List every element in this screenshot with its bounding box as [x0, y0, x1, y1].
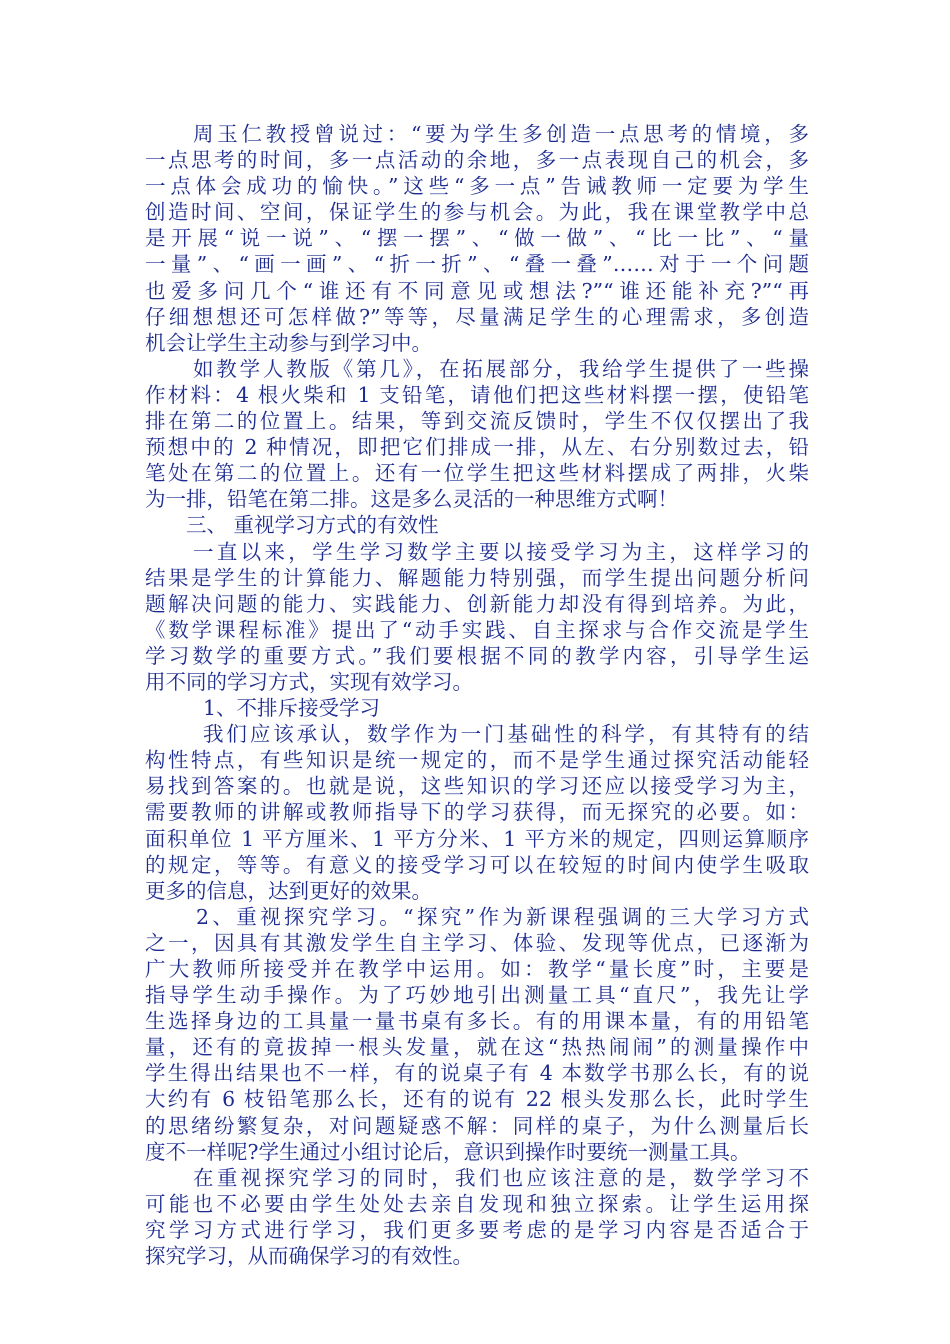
text-line: 构性特点，有些知识是统一规定的，而不是学生通过探究活动能轻 — [145, 748, 809, 773]
text-line: 一点体会成功的愉快。”这些“多一点”告诫教师一定要为学生 — [145, 174, 809, 199]
text-line: 我们应该承认，数学作为一门基础性的科学，有其特有的结 — [203, 722, 809, 747]
text-line: 机会让学生主动参与到学习中。 — [145, 330, 432, 355]
text-line: 易找到答案的。也就是说，这些知识的学习还应以接受学习为主， — [145, 774, 809, 799]
text-line: 题解决问题的能力、实践能力、创新能力却没有得到培养。为此， — [145, 591, 809, 616]
text-line: 《数学课程标准》提出了“动手实践、自主探求与合作交流是学生 — [145, 617, 809, 642]
text-line: 一直以来，学生学习数学主要以接受学习为主，这样学习的 — [193, 539, 809, 564]
text-line: 在重视探究学习的同时，我们也应该注意的是，数学学习不 — [193, 1165, 809, 1190]
paragraph — [145, 721, 809, 904]
text-line: 一量”、“画一画”、“折一折”、“叠一叠”……对于一个问题 — [145, 252, 809, 277]
text-line: 创造时间、空间，保证学生的参与机会。为此，我在课堂教学中总 — [145, 200, 809, 225]
text-line: 如教学人教版《第几》，在拓展部分，我给学生提供了一些操 — [193, 356, 809, 381]
document-body — [145, 121, 809, 1269]
text-line: 2、重视探究学习。“探究”作为新课程强调的三大学习方式 — [196, 904, 809, 929]
paragraph — [145, 512, 809, 538]
text-line: 的思绪纷繁复杂，对问题疑惑不解：同样的桌子，为什么测量后长 — [145, 1113, 809, 1138]
text-line: 究学习方式进行学习，我们更多要考虑的是学习内容是否适合于 — [145, 1217, 809, 1242]
text-line: 用不同的学习方式，实现有效学习。 — [145, 669, 473, 694]
text-line: 一点思考的时间，多一点活动的余地，多一点表现自己的机会，多 — [145, 148, 809, 173]
text-line: 是开展“说一说”、“摆一摆”、“做一做”、“比一比”、“量 — [145, 226, 809, 251]
text-line: 需要教师的讲解或教师指导下的学习获得，而无探究的必要。如： — [145, 800, 809, 825]
text-line: 度不一样呢?学生通过小组讨论后，意识到操作时要统一测量工具。 — [145, 1139, 751, 1164]
paragraph — [145, 1165, 809, 1269]
text-line: 周玉仁教授曾说过：“要为学生多创造一点思考的情境，多 — [193, 122, 809, 146]
text-line: 指导学生动手操作。为了巧妙地引出测量工具“直尺”，我先让学 — [145, 983, 809, 1008]
text-line: 为一排，铅笔在第二排。这是多么灵活的一种思维方式啊！ — [145, 487, 678, 512]
text-line: 面积单位 1 平方厘米、1 平方分米、1 平方米的规定，四则运算顺序 — [145, 826, 809, 851]
paragraph — [145, 539, 809, 696]
text-line: 也爱多问几个“谁还有不同意见或想法?”“谁还能补充?”“再 — [145, 278, 809, 303]
text-line: 仔细想想还可怎样做?”等等，尽量满足学生的心理需求，多创造 — [145, 304, 809, 329]
text-line: 可能也不必要由学生处处去亲自发现和独立探索。让学生运用探 — [145, 1191, 809, 1216]
text-line: 预想中的 2 种情况，即把它们排成一排，从左、右分别数过去，铅 — [145, 435, 809, 460]
paragraph — [145, 695, 809, 721]
text-line: 生选择身边的工具量一量书桌有多长。有的用课本量，有的用铅笔 — [145, 1009, 809, 1034]
text-line: 大约有 6 枝铅笔那么长，还有的说有 22 根头发那么长，此时学生 — [145, 1087, 809, 1112]
text-line: 结果是学生的计算能力、解题能力特别强，而学生提出问题分析问 — [145, 565, 809, 590]
paragraph — [145, 356, 809, 513]
text-line: 的规定，等等。有意义的接受学习可以在较短的时间内使学生吸取 — [145, 852, 809, 877]
text-line: 之一，因具有其激发学生自主学习、体验、发现等优点，已逐渐为 — [145, 930, 809, 955]
paragraph — [145, 121, 809, 356]
text-line: 作材料：4 根火柴和 1 支铅笔，请他们把这些材料摆一摆，使铅笔 — [145, 382, 809, 407]
text-line: 广大教师所接受并在教学中运用。如：教学“量长度”时，主要是 — [145, 957, 809, 981]
text-line: 笔处在第二的位置上。还有一位学生把这些材料摆成了两排，火柴 — [145, 461, 809, 486]
text-line: 排在第二的位置上。结果，等到交流反馈时，学生不仅仅摆出了我 — [145, 409, 809, 434]
text-line: 探究学习，从而确保学习的有效性。 — [145, 1244, 473, 1269]
text-line: 1、不排斥接受学习 — [203, 696, 381, 721]
text-line: 学生得出结果也不一样，有的说桌子有 4 本数学书那么长，有的说 — [145, 1061, 809, 1086]
text-line: 三、 重视学习方式的有效性 — [186, 513, 439, 538]
paragraph — [145, 904, 809, 1165]
text-line: 更多的信息，达到更好的效果。 — [145, 878, 432, 903]
text-line: 学习数学的重要方式。”我们要根据不同的教学内容，引导学生运 — [145, 643, 809, 668]
text-line: 量，还有的竟拔掉一根头发量，就在这“热热闹闹”的测量操作中 — [145, 1035, 809, 1060]
